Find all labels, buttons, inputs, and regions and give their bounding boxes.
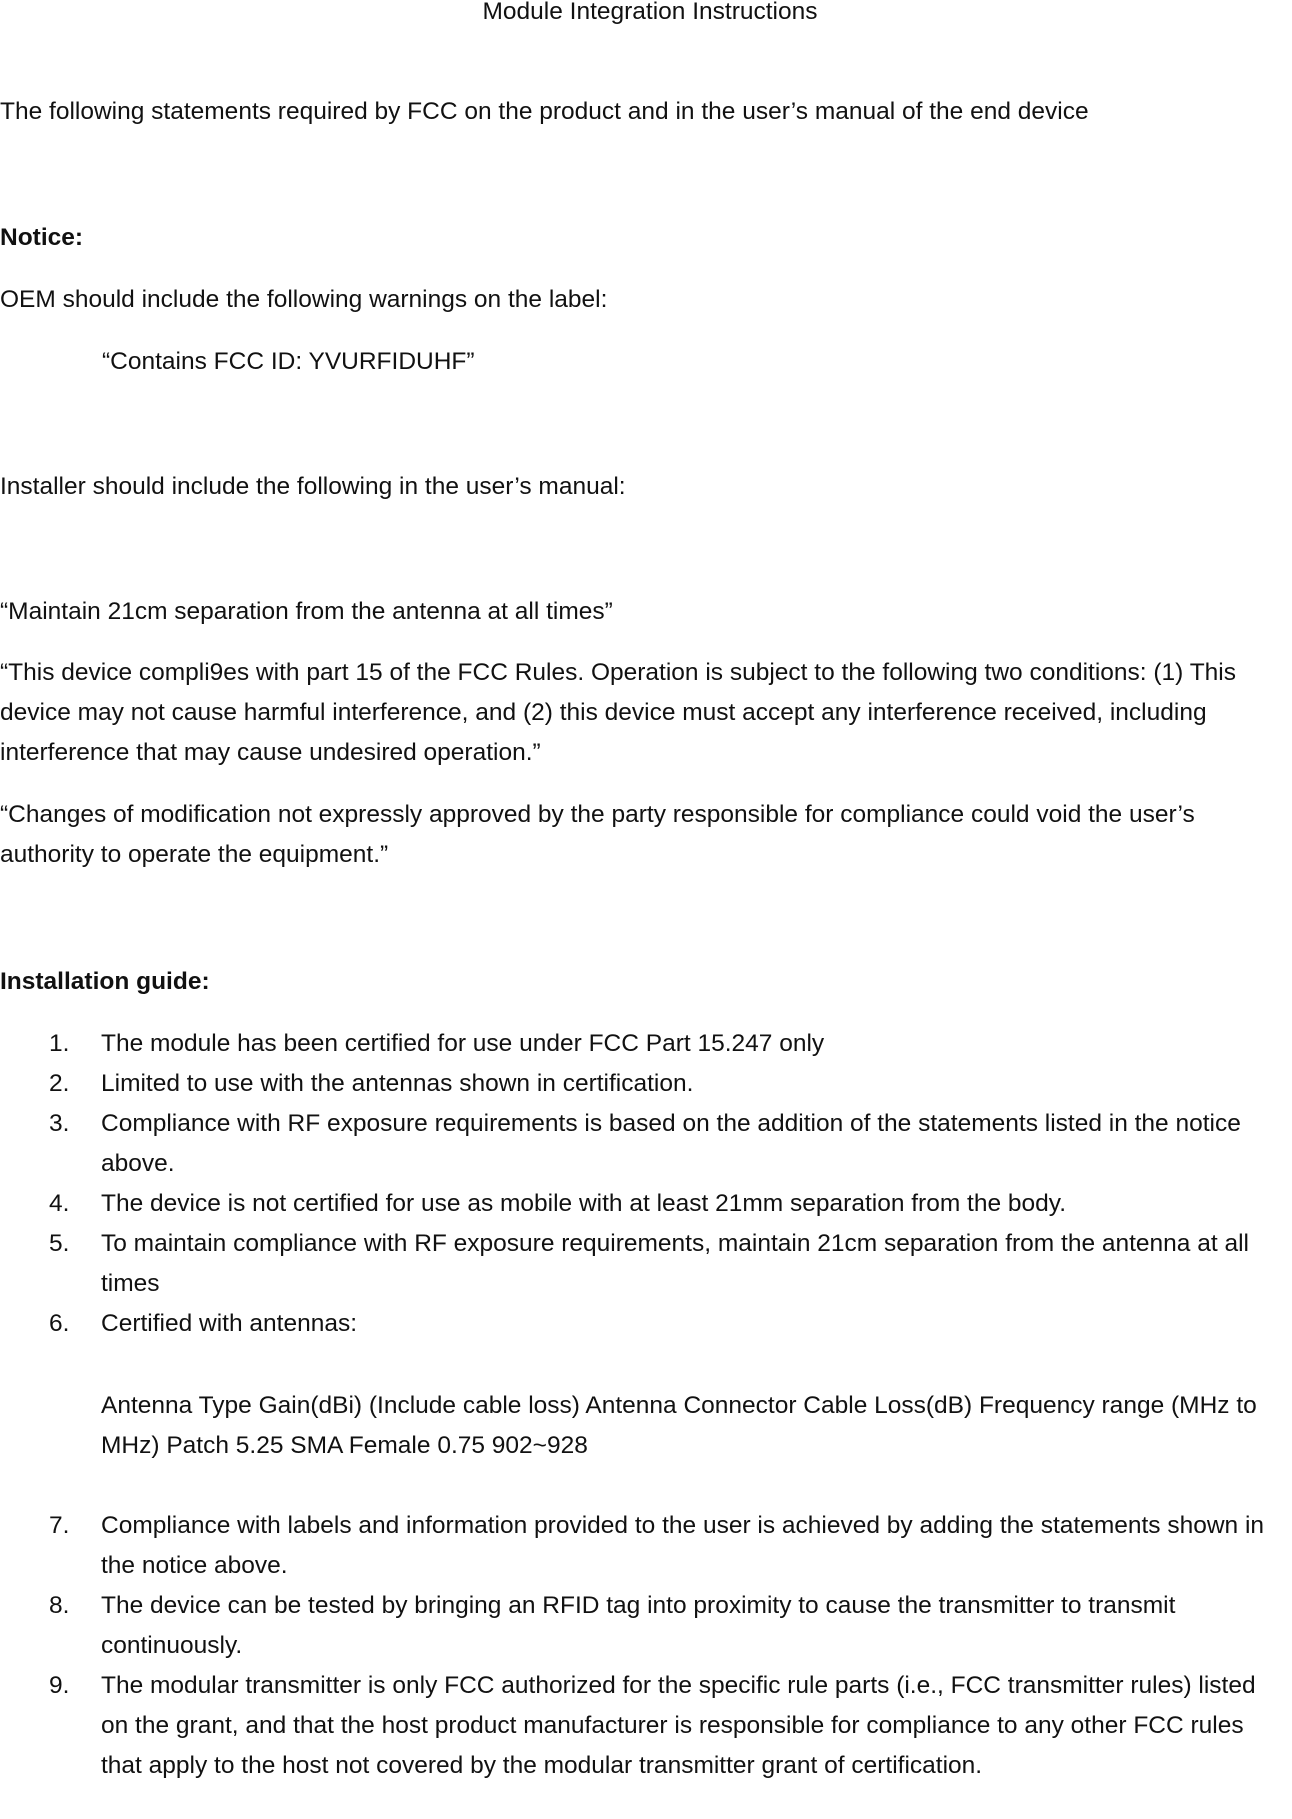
installation-list-part-1 bbox=[0, 1024, 1292, 1344]
list-item-number: 6. bbox=[49, 1310, 70, 1337]
list-item bbox=[0, 1104, 1292, 1184]
list-item bbox=[0, 1304, 1292, 1344]
notice-heading: Notice: bbox=[0, 224, 84, 251]
list-item bbox=[0, 1224, 1292, 1304]
changes-statement: “Changes of modification not expressly approved by the party responsible for compliance could void the user’s authority to operate the equipment.” bbox=[0, 801, 1195, 868]
list-item-number: 5. bbox=[49, 1230, 70, 1257]
list-item-text: To maintain compliance with RF exposure requirements, maintain 21cm separation from the antenna at all times bbox=[101, 1230, 1249, 1297]
list-item bbox=[0, 1586, 1292, 1666]
list-item-text: The device is not certified for use as mobile with at least 21mm separation from the body. bbox=[101, 1190, 1067, 1217]
fcc-id-statement: “Contains FCC ID: YVURFIDUHF” bbox=[102, 348, 475, 375]
intro-paragraph: The following statements required by FCC on the product and in the user’s manual of the end device bbox=[0, 98, 1089, 125]
list-item-number: 2. bbox=[49, 1070, 70, 1097]
list-item-number: 4. bbox=[49, 1190, 70, 1217]
list-item-number: 8. bbox=[49, 1592, 70, 1619]
list-item-text: Certified with antennas: bbox=[101, 1310, 358, 1337]
list-item bbox=[0, 1024, 1292, 1064]
list-item-text: Compliance with RF exposure requirements is based on the addition of the statements listed in the notice above. bbox=[101, 1110, 1241, 1177]
oem-instruction: OEM should include the following warnings on the label: bbox=[0, 286, 608, 313]
list-item-text: The module has been certified for use under FCC Part 15.247 only bbox=[101, 1030, 825, 1057]
list-item-number: 1. bbox=[49, 1030, 70, 1057]
installation-list-part-2 bbox=[0, 1506, 1292, 1786]
list-item bbox=[0, 1184, 1292, 1224]
list-item-text: The device can be tested by bringing an RFID tag into proximity to cause the transmitter to transmit continuously. bbox=[101, 1592, 1176, 1659]
list-item-text: Compliance with labels and information provided to the user is achieved by adding the statements shown in the notice above. bbox=[101, 1512, 1265, 1579]
installation-guide-heading: Installation guide: bbox=[0, 968, 210, 995]
page-title: Module Integration Instructions bbox=[482, 0, 818, 25]
list-item bbox=[0, 1506, 1292, 1586]
antenna-table-text: Antenna Type Gain(dBi) (Include cable loss) Antenna Connector Cable Loss(dB) Frequency range (MHz to MHz) Patch 5.25 SMA Female 0.75 902~928 bbox=[101, 1392, 1257, 1459]
list-item-text: The modular transmitter is only FCC authorized for the specific rule parts (i.e., FCC transmitter rules) listed on the grant, and that the host product manufacturer is responsible for compliance to any other FCC rules that apply to the host not covered by the modular transmitter grant of certification. bbox=[101, 1672, 1256, 1779]
list-item bbox=[0, 1666, 1292, 1786]
list-item-number: 9. bbox=[49, 1672, 70, 1699]
installer-instruction: Installer should include the following in the user’s manual: bbox=[0, 473, 626, 500]
list-item-text: Limited to use with the antennas shown in certification. bbox=[101, 1070, 694, 1097]
list-item-number: 3. bbox=[49, 1110, 70, 1137]
compliance-statement: “This device compli9es with part 15 of the FCC Rules. Operation is subject to the following two conditions: (1) This device may not cause harmful interference, and (2) this device must accept any interference received, including interference that may cause undesired operation.” bbox=[0, 659, 1236, 766]
list-item bbox=[0, 1064, 1292, 1104]
separation-statement: “Maintain 21cm separation from the antenna at all times” bbox=[0, 598, 613, 625]
list-item-number: 7. bbox=[49, 1512, 70, 1539]
